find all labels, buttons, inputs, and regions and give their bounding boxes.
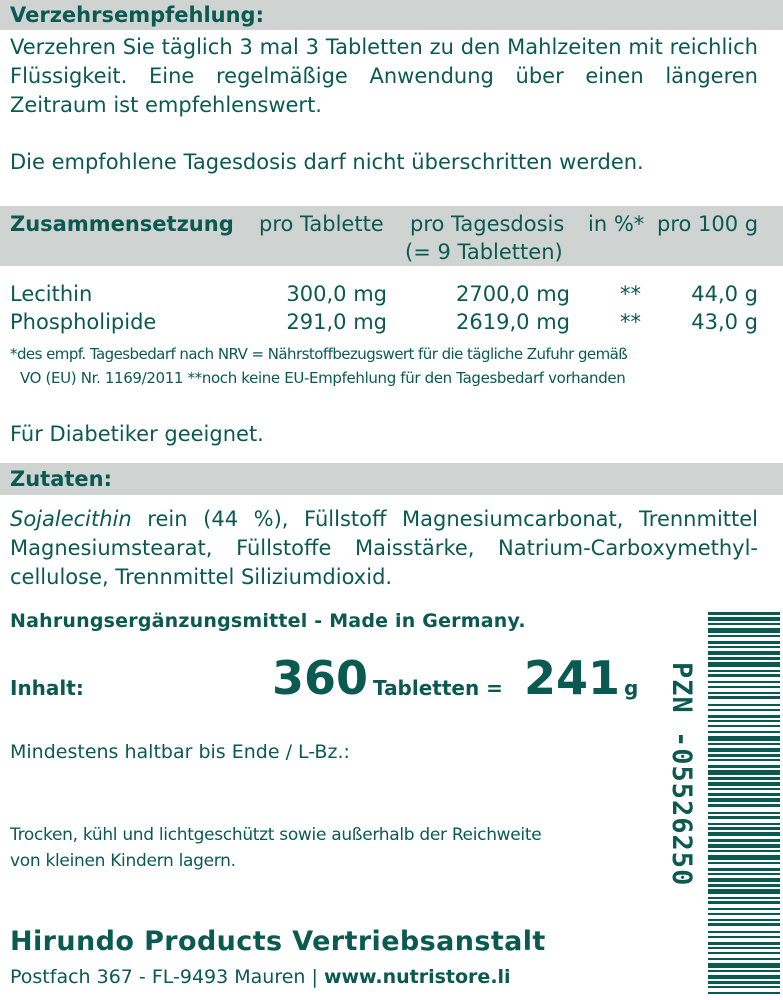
barcode-bar (708, 628, 780, 633)
company-address: Postfach 367 - FL-9493 Mauren | (10, 966, 324, 988)
pzn-code: PZN -05526250 (666, 662, 697, 887)
barcode-bar (708, 913, 780, 915)
barcode-bar (708, 765, 780, 768)
company-address-line (10, 963, 511, 991)
barcode-bar (708, 923, 780, 926)
barcode-bar (708, 901, 780, 904)
barcode-bar (708, 827, 780, 830)
barcode-bar (708, 681, 780, 683)
barcode-bar (708, 839, 780, 842)
barcode-bar (708, 963, 780, 968)
ingredients-line-1-rest: rein (44 %), Füllstoff Magnesiumcarbonat, Trennmittel (131, 507, 758, 531)
barcode-icon (708, 612, 780, 994)
barcode-bar (708, 855, 780, 860)
row-name: Phospholipide (10, 310, 157, 334)
storage-line-1: Trocken, kühl und lichtgeschützt sowie außerhalb der Reichweite (10, 825, 542, 845)
barcode-bar (708, 662, 780, 667)
content-weight-unit: g (624, 676, 639, 700)
barcode-bar (708, 720, 780, 722)
col-per-day: pro Tagesdosis (410, 212, 565, 236)
barcode-bar (708, 704, 780, 706)
barcode-bar (708, 748, 780, 752)
barcode-bar (708, 793, 780, 796)
intake-line-2: Flüssigkeit. Eine regelmäßige Anwendung über einen längeren (10, 64, 758, 88)
row-per-day: 2700,0 mg (456, 282, 570, 306)
company-website: www.nutristore.li (323, 966, 511, 988)
row-percent: ** (620, 282, 641, 306)
footnote-line-2: VO (EU) Nr. 1169/2011 **noch keine EU-Empfehlung für den Tagesbedarf vorhanden (20, 369, 626, 387)
barcode-bar (708, 754, 780, 757)
barcode-bar (708, 731, 780, 733)
barcode-bar (708, 931, 780, 933)
content-count: 360 (272, 651, 369, 705)
barcode-bar (708, 635, 780, 637)
barcode-bar (708, 936, 780, 938)
barcode-bar (708, 873, 780, 875)
row-name: Lecithin (10, 282, 93, 306)
barcode-bar (708, 812, 780, 814)
content-unit: Tabletten = (373, 676, 503, 700)
diabetic-note: Für Diabetiker geeignet. (10, 422, 264, 446)
barcode-bar (708, 908, 780, 910)
ingredients-line-3: cellulose, Trennmittel Siliziumdioxid. (10, 565, 393, 589)
barcode-bar (708, 981, 780, 984)
barcode-bar (708, 646, 780, 648)
barcode-bar (708, 986, 780, 988)
barcode-bar (708, 715, 780, 718)
col-per-100g: pro 100 g (657, 212, 759, 236)
barcode-bar (708, 919, 780, 921)
ingredients-line-1 (10, 505, 758, 534)
barcode-bar (708, 878, 780, 882)
ingredients-first-word: Sojalecithin (10, 507, 132, 531)
content-label: Inhalt: (10, 676, 84, 700)
barcode-bar (708, 709, 780, 711)
barcode-bar (708, 823, 780, 825)
barcode-bar (708, 889, 780, 894)
barcode-bar (708, 816, 780, 819)
supplement-line: Nahrungsergänzungsmittel - Made in Germany. (10, 610, 526, 632)
barcode-bar (708, 617, 780, 621)
barcode-bar (708, 958, 780, 960)
barcode-bar (708, 788, 780, 790)
barcode-bar (708, 844, 780, 848)
row-per-100g: 44,0 g (691, 282, 758, 306)
barcode-bar (708, 770, 780, 775)
row-per-100g: 43,0 g (691, 310, 758, 334)
col-per-tablet: pro Tablette (259, 212, 384, 236)
barcode-bar (708, 759, 780, 761)
barcode-bar (708, 868, 780, 871)
barcode-bar (708, 798, 780, 802)
barcode-bar (708, 832, 780, 836)
composition-title: Zusammensetzung (10, 212, 234, 236)
barcode-bar (708, 657, 780, 660)
barcode-bar (708, 696, 780, 699)
barcode-bar (708, 692, 780, 694)
barcode-bar (708, 777, 780, 780)
storage-line-2: von kleinen Kindern lagern. (10, 851, 236, 871)
row-per-tablet: 291,0 mg (286, 310, 387, 334)
intake-warning: Die empfohlene Tagesdosis darf nicht überschritten werden. (10, 150, 644, 174)
intake-line-3: Zeitraum ist empfehlenswert. (10, 93, 322, 117)
barcode-bar (708, 641, 780, 644)
col-per-day-note: (= 9 Tabletten) (405, 240, 563, 264)
barcode-bar (708, 686, 780, 688)
barcode-bar (708, 942, 780, 945)
barcode-bar (708, 674, 780, 677)
row-percent: ** (620, 310, 641, 334)
barcode-bar (708, 743, 780, 745)
barcode-bar (708, 850, 780, 852)
barcode-bar (708, 804, 780, 807)
ingredients-line-2: Magnesiumstearat, Füllstoffe Maisstärke, Natrium-Carboxymethyl- (10, 536, 758, 560)
intake-heading: Verzehrsempfehlung: (10, 3, 264, 27)
barcode-bar (708, 725, 780, 727)
col-percent: in %* (588, 212, 645, 236)
barcode-bar (708, 947, 780, 949)
intake-line-1: Verzehren Sie täglich 3 mal 3 Tabletten zu den Mahlzeiten mit reichlich (10, 35, 758, 59)
barcode-bar (708, 736, 780, 741)
intake-heading-band (0, 0, 783, 30)
barcode-bar (708, 651, 780, 655)
footnote-line-1: *des empf. Tagesbedarf nach NRV = Nährstoffbezugswert für die tägliche Zufuhr gemäß (10, 345, 628, 363)
barcode-bar (708, 612, 780, 615)
company-name: Hirundo Products Vertriebsanstalt (10, 926, 546, 957)
composition-header (0, 206, 783, 266)
barcode-bar (708, 952, 780, 954)
barcode-bar (708, 782, 780, 786)
barcode-bar (708, 970, 780, 972)
content-weight: 241 (524, 651, 621, 705)
content-line (10, 650, 650, 710)
row-per-tablet: 300,0 mg (286, 282, 387, 306)
barcode-bar (708, 670, 780, 672)
barcode-bar (708, 897, 780, 899)
row-per-day: 2619,0 mg (456, 310, 570, 334)
barcode-bar (708, 975, 780, 979)
barcode-bar (708, 884, 780, 887)
barcode-bar (708, 862, 780, 864)
ingredients-heading-band (0, 463, 783, 495)
barcode-bar (708, 623, 780, 625)
ingredients-heading: Zutaten: (10, 467, 113, 491)
barcode-bar (708, 992, 780, 994)
best-before: Mindestens haltbar bis Ende / L-Bz.: (10, 741, 350, 763)
